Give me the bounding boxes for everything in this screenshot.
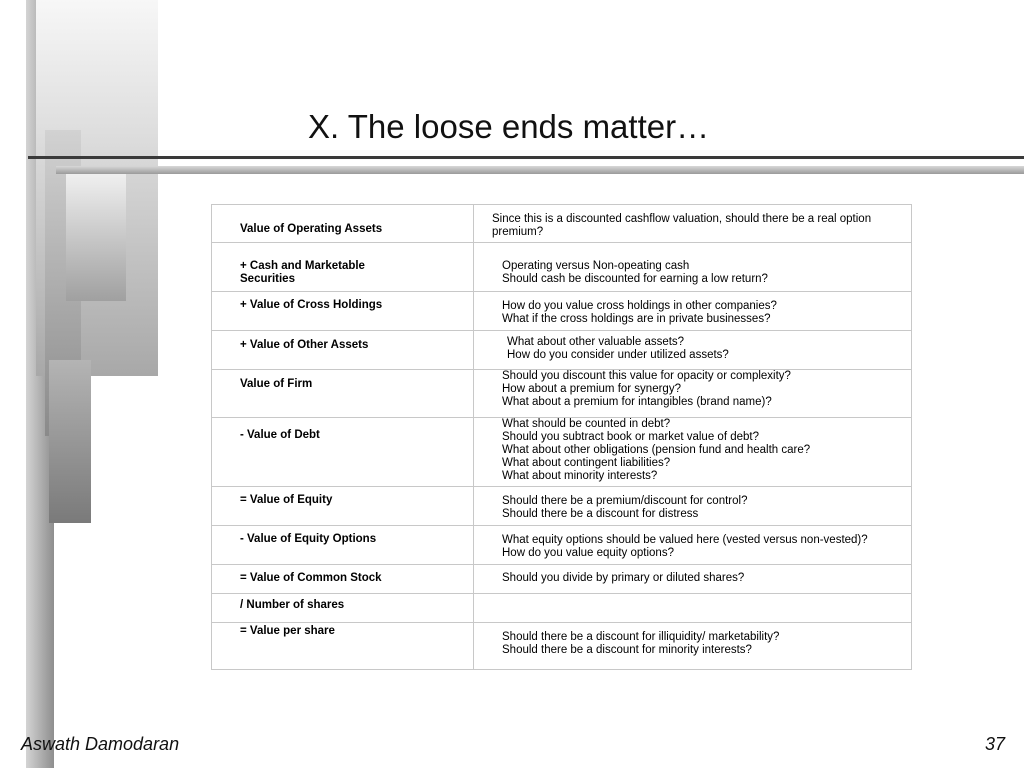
row-label: Securities (240, 273, 295, 285)
table-row (212, 292, 912, 331)
row-question: Operating versus Non-opeating cash (502, 260, 690, 272)
table-row (212, 243, 912, 292)
row-label-cell (212, 623, 474, 670)
row-question: Should you discount this value for opacity or complexity? (502, 370, 791, 382)
row-questions-cell (474, 418, 912, 487)
row-questions-cell (474, 292, 912, 331)
row-question: Should there be a discount for distress (502, 508, 699, 520)
row-label: = Value of Equity (240, 494, 333, 506)
row-label: + Cash and Marketable (240, 260, 365, 272)
title-rule-shadow (56, 166, 1024, 174)
table-row (212, 331, 912, 370)
row-question: What equity options should be valued here (vested versus non-vested)? (502, 534, 868, 546)
row-question: Should there be a discount for minority interests? (502, 644, 752, 656)
table-row (212, 418, 912, 487)
row-question: Should cash be discounted for earning a low return? (502, 273, 768, 285)
row-label-cell (212, 243, 474, 292)
row-label: = Value per share (240, 625, 335, 637)
row-label: Value of Firm (240, 378, 313, 390)
row-questions-cell (474, 526, 912, 565)
row-question: Should there be a premium/discount for control? (502, 495, 748, 507)
row-question: Should you divide by primary or diluted shares? (502, 572, 745, 584)
row-questions-cell (474, 243, 912, 292)
title-rule (28, 156, 1024, 159)
row-question: Should there be a discount for illiquidity/ marketability? (502, 631, 780, 643)
row-question: How do you consider under utilized assets? (507, 349, 729, 361)
row-question: Should you subtract book or market value of debt? (502, 431, 759, 443)
slide-title: X. The loose ends matter… (308, 108, 710, 145)
row-label: / Number of shares (240, 599, 345, 611)
row-label-cell (212, 526, 474, 565)
row-label-cell (212, 594, 474, 623)
table-row (212, 526, 912, 565)
table-row (212, 205, 912, 243)
row-question: How about a premium for synergy? (502, 383, 681, 395)
row-label: + Value of Other Assets (240, 339, 369, 351)
row-label-cell (212, 370, 474, 418)
row-label-cell (212, 418, 474, 487)
row-label-cell (212, 331, 474, 370)
row-question: How do you value cross holdings in other companies? (502, 300, 777, 312)
table-row (212, 370, 912, 418)
row-label: = Value of Common Stock (240, 572, 382, 584)
row-label: - Value of Debt (240, 429, 320, 441)
row-question: What about other obligations (pension fund and health care? (502, 444, 811, 456)
row-label-cell (212, 487, 474, 526)
row-question: What about minority interests? (502, 470, 658, 482)
row-questions-cell (474, 487, 912, 526)
decor-bar-5 (49, 360, 91, 523)
row-question: What about a premium for intangibles (brand name)? (502, 396, 772, 408)
row-question: What about contingent liabilities? (502, 457, 671, 469)
row-questions-cell (474, 594, 912, 623)
row-questions-cell (474, 331, 912, 370)
row-label: + Value of Cross Holdings (240, 299, 383, 311)
footer-author: Aswath Damodaran (21, 734, 180, 754)
row-questions-cell (474, 370, 912, 418)
row-question: premium? (492, 226, 544, 238)
valuation-table (211, 204, 912, 670)
row-question: What should be counted in debt? (502, 418, 671, 430)
decor-bar-4 (66, 170, 126, 301)
row-questions-cell (474, 205, 912, 243)
table-row (212, 565, 912, 594)
row-label: - Value of Equity Options (240, 533, 377, 545)
row-questions-cell (474, 623, 912, 670)
table-row (212, 487, 912, 526)
row-question: What about other valuable assets? (507, 336, 685, 348)
page-number: 37 (984, 734, 1005, 754)
row-question: Since this is a discounted cashflow valuation, should there be a real option (492, 213, 872, 225)
row-label-cell (212, 565, 474, 594)
row-label: Value of Operating Assets (240, 223, 383, 235)
row-questions-cell (474, 565, 912, 594)
row-label-cell (212, 292, 474, 331)
row-label-cell (212, 205, 474, 243)
row-question: How do you value equity options? (502, 547, 674, 559)
table-row (212, 623, 912, 670)
table-row (212, 594, 912, 623)
row-question: What if the cross holdings are in private businesses? (502, 313, 771, 325)
